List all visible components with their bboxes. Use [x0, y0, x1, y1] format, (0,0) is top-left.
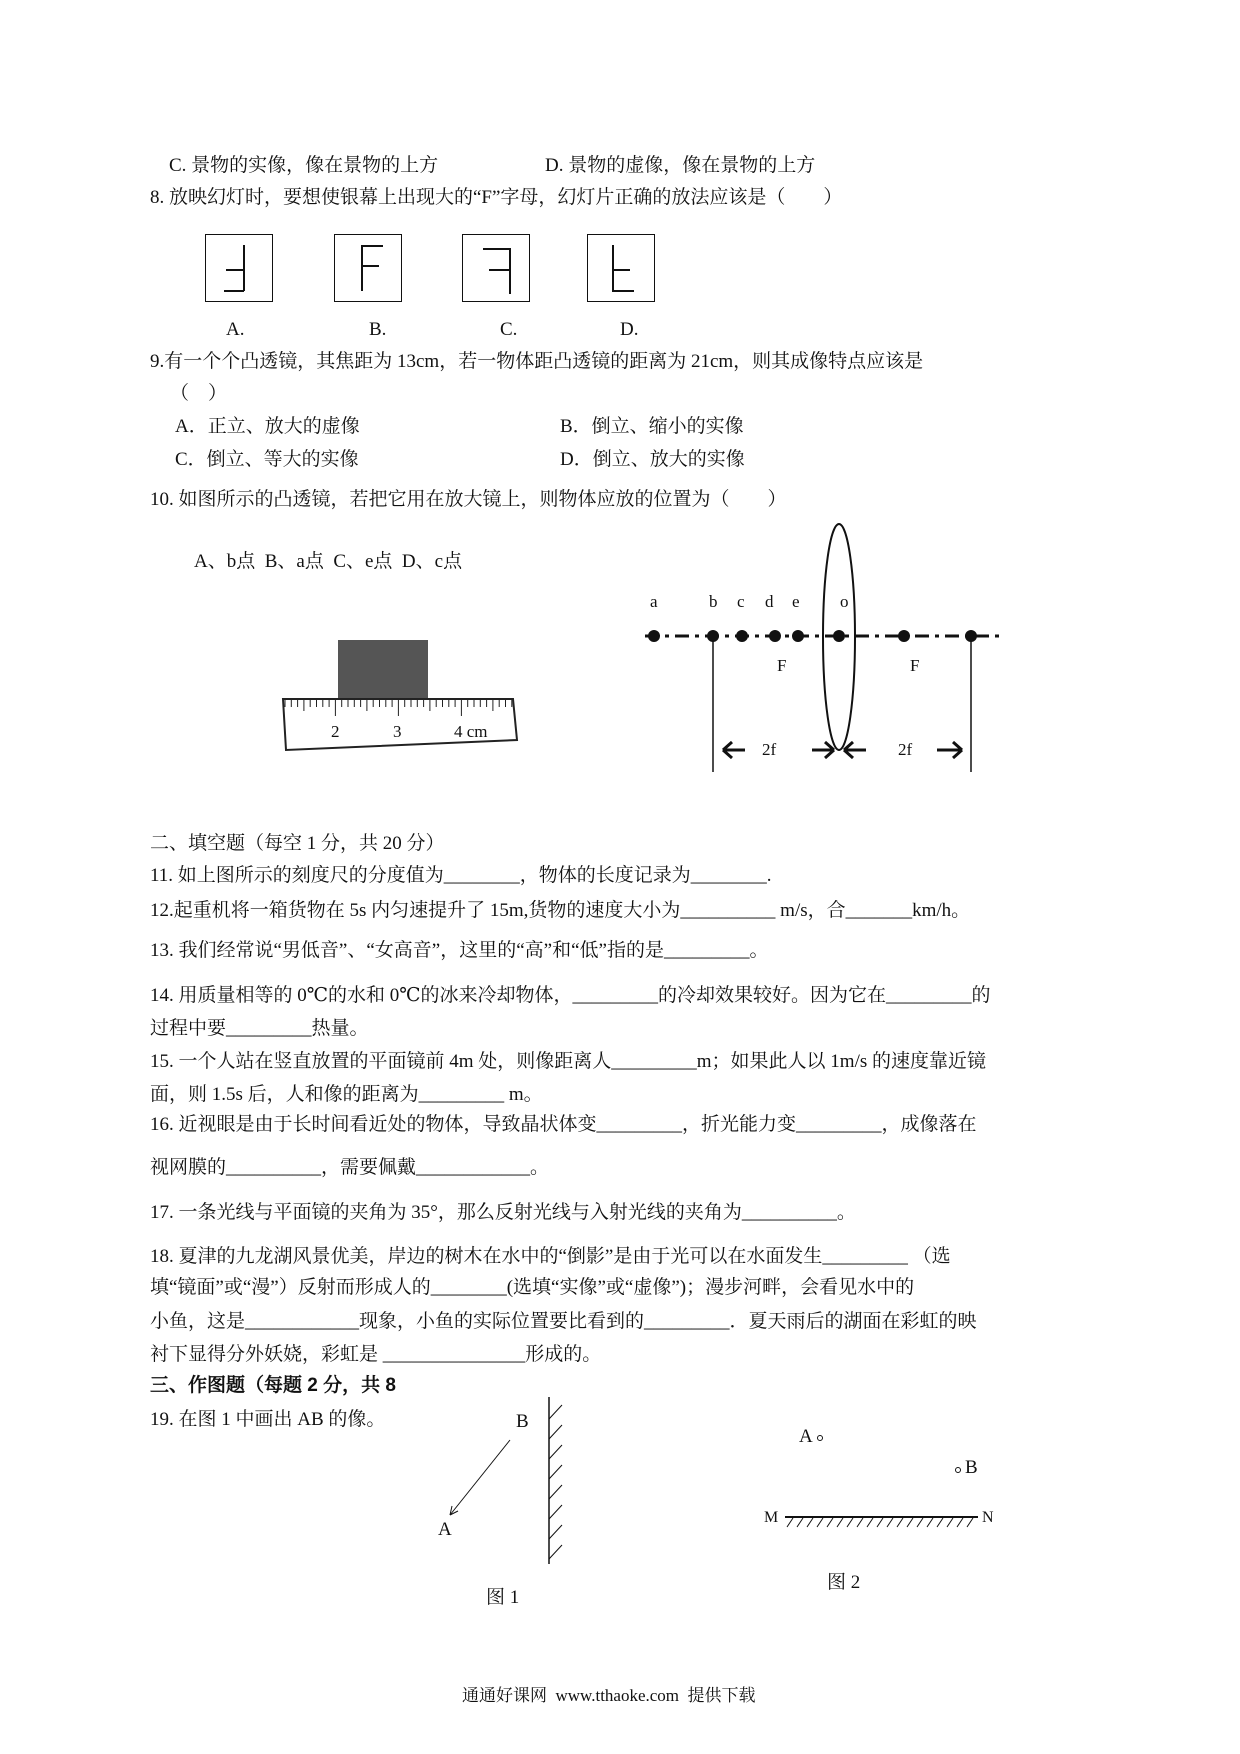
axis-point — [965, 630, 977, 642]
fill-question-line: 18. 夏津的九龙湖风景优美，岸边的树木在水中的“倒影”是由于光可以在水面发生_________ （选 — [150, 1246, 951, 1267]
axis-point — [898, 630, 910, 642]
distance-label-right: 2f — [898, 740, 913, 759]
fig2-label-n: N — [982, 1509, 994, 1526]
mirror-hatch — [797, 1518, 803, 1527]
fill-question-line: 视网膜的__________，需要佩戴____________。 — [150, 1157, 550, 1178]
fill-question-line: 14. 用质量相等的 0℃的水和 0℃的冰来冷却物体，_________的冷却效果较好。因为它在_________的 — [150, 985, 991, 1006]
mirror-hatch — [549, 1405, 562, 1419]
axis-point — [833, 630, 845, 642]
mirror-hatch — [549, 1525, 562, 1539]
arrows-2f — [723, 742, 962, 758]
ruler-label-4cm: 4 cm — [454, 722, 488, 741]
footer-text: 通通好课网 www.tthaoke.com 提供下载 — [462, 1686, 756, 1705]
mirror-hatch — [967, 1518, 973, 1527]
q8-label-b: B. — [369, 319, 387, 340]
mirror-hatch — [857, 1518, 863, 1527]
q10-text: 10. 如图所示的凸透镜，若把它用在放大镜上，则物体应放的位置为（ ） — [150, 489, 787, 510]
fig1-label-a: A — [438, 1519, 452, 1540]
ruler-label-3: 3 — [393, 722, 402, 741]
figure-2 — [785, 1436, 978, 1528]
fill-question-line: 15. 一个人站在竖直放置的平面镜前 4m 处，则像距离人_________m；如果此人以 1m/s 的速度靠近镜 — [150, 1051, 987, 1072]
point-label-e: e — [792, 592, 800, 611]
fill-question-line: 11. 如上图所示的刻度尺的分度值为________，物体的长度记录为________. — [150, 865, 772, 886]
distance-label-left: 2f — [762, 740, 777, 759]
figure-1 — [450, 1397, 562, 1564]
mirror-hatch — [827, 1518, 833, 1527]
mirror-hatch — [887, 1518, 893, 1527]
fig1-label-b: B — [516, 1411, 529, 1432]
focus-label-right: F — [910, 656, 920, 675]
q9-text: 9.有一个个凸透镜，其焦距为 13cm，若一物体距凸透镜的距离为 21cm，则其成像特点应该是 — [150, 351, 924, 372]
fill-question-line: 13. 我们经常说“男低音”、“女高音”，这里的“高”和“低”指的是_________。 — [150, 940, 769, 961]
fill-question-line: 小鱼，这是____________现象，小鱼的实际位置要比看到的_________．夏天雨后的湖面在彩虹的映 — [150, 1311, 977, 1332]
fig1-caption: 图 1 — [486, 1587, 520, 1608]
object-ab-arrow — [450, 1440, 510, 1515]
section-2-heading: 二、填空题（每空 1 分，共 20 分） — [150, 833, 445, 854]
q8-text: 8. 放映幻灯时，要想使银幕上出现大的“F”字母，幻灯片正确的放法应该是（ ） — [150, 187, 843, 208]
q9-paren: （ ） — [170, 383, 228, 404]
mirror-hatch — [549, 1425, 562, 1439]
fill-question-line: 衬下显得分外妖娆，彩虹是 _______________形成的。 — [150, 1344, 602, 1365]
q8-label-c: C. — [500, 319, 518, 340]
q19-text: 19. 在图 1 中画出 AB 的像。 — [150, 1409, 386, 1430]
lens-figure — [645, 524, 1001, 772]
point-label-c: c — [737, 592, 745, 611]
section-3-heading: 三、作图题（每题 2 分，共 8 — [150, 1375, 396, 1396]
ruler-label-2: 2 — [331, 722, 340, 741]
mirror-hatch — [549, 1505, 562, 1519]
fig2-label-a: A — [799, 1426, 813, 1447]
mirror-hatch — [897, 1518, 903, 1527]
mirror-hatch — [847, 1518, 853, 1527]
fig2-label-m: M — [764, 1509, 779, 1526]
measured-block — [338, 640, 428, 699]
fill-question-line: 12.起重机将一箱货物在 5s 内匀速提升了 15m,货物的速度大小为__________ m/s，合_______km/h。 — [150, 900, 971, 921]
mirror-hatch — [947, 1518, 953, 1527]
axis-point — [792, 630, 804, 642]
mirror-hatch — [807, 1518, 813, 1527]
axis-point — [648, 630, 660, 642]
q9-option-b: B．倒立、缩小的实像 — [560, 416, 744, 437]
mirror-hatch — [867, 1518, 873, 1527]
point-label-d: d — [765, 592, 774, 611]
axis-point — [707, 630, 719, 642]
mirror-hatch — [549, 1545, 562, 1559]
focus-label-left: F — [777, 656, 787, 675]
axis-point — [736, 630, 748, 642]
q8-label-a: A. — [226, 319, 245, 340]
point-label-o: o — [840, 592, 849, 611]
fig2-label-b: B — [965, 1457, 978, 1478]
point-label-a: a — [650, 592, 658, 611]
fig2-caption: 图 2 — [827, 1572, 861, 1593]
mirror-hatch — [837, 1518, 843, 1527]
fill-question-line: 17. 一条光线与平面镜的夹角为 35°，那么反射光线与入射光线的夹角为__________。 — [150, 1202, 856, 1223]
mirror-hatch — [549, 1445, 562, 1459]
axis-point — [769, 630, 781, 642]
q8-label-d: D. — [620, 319, 639, 340]
q7-option-d: D. 景物的虚像，像在景物的上方 — [545, 155, 816, 176]
q7-option-c: C. 景物的实像，像在景物的上方 — [169, 155, 439, 176]
mirror-hatch — [937, 1518, 943, 1527]
mirror-hatch — [927, 1518, 933, 1527]
mirror-hatch — [549, 1465, 562, 1479]
q10-options: A、b点 B、a点 C、e点 D、c点 — [194, 551, 463, 572]
mirror-hatch — [877, 1518, 883, 1527]
fill-question-line: 过程中要_________热量。 — [150, 1018, 369, 1039]
q9-option-a: A．正立、放大的虚像 — [175, 416, 360, 437]
mirror-hatch — [917, 1518, 923, 1527]
fill-question-line: 面，则 1.5s 后，人和像的距离为_________ m。 — [150, 1084, 543, 1105]
q9-option-c: C．倒立、等大的实像 — [175, 449, 359, 470]
mirror-hatch — [787, 1518, 793, 1527]
point-label-b: b — [709, 592, 718, 611]
mirror-hatch — [817, 1518, 823, 1527]
mirror-hatch — [957, 1518, 963, 1527]
fill-question-line: 填“镜面”或“漫”）反射而形成人的________(选填“实像”或“虚像”)；漫步河畔，会看见水中的 — [150, 1277, 915, 1298]
mirror-hatch — [907, 1518, 913, 1527]
fill-question-line: 16. 近视眼是由于长时间看近处的物体，导致晶状体变_________，折光能力变_________，成像落在 — [150, 1114, 977, 1135]
mirror-hatch — [549, 1485, 562, 1499]
q9-option-d: D．倒立、放大的实像 — [560, 449, 745, 470]
